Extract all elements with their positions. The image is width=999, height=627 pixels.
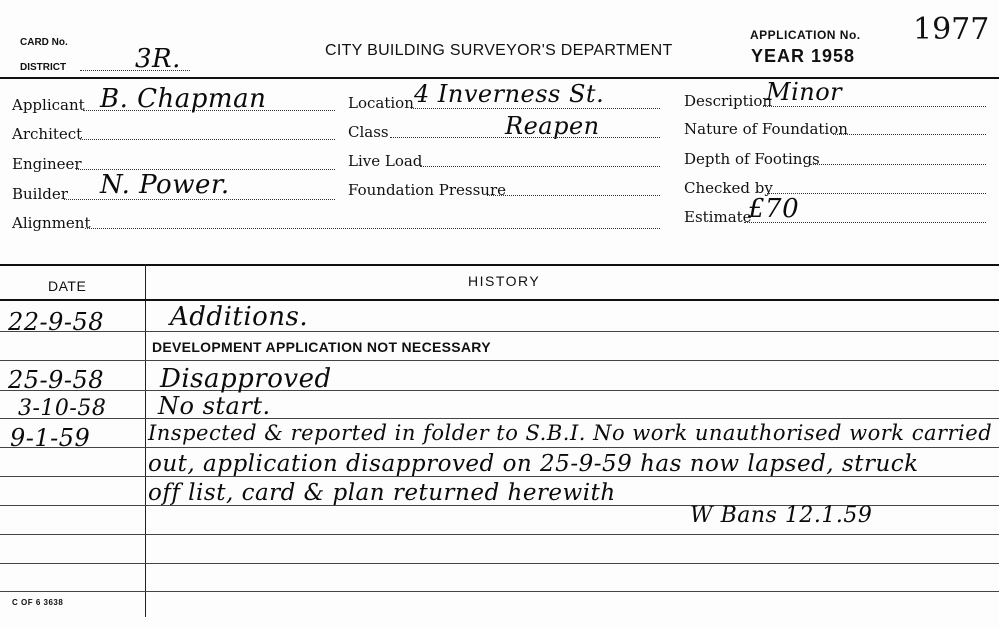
checked-by-line <box>767 193 986 194</box>
checked-by-label: Checked by <box>684 179 773 197</box>
nature-of-foundation-line <box>833 134 986 135</box>
history-top-divider <box>0 264 999 266</box>
ruled-line <box>0 418 999 419</box>
ruled-line <box>0 390 999 391</box>
estimate-label: Estimate <box>684 208 752 226</box>
description-line <box>763 106 986 107</box>
history-row-date: 9-1-59 <box>10 424 91 452</box>
application-no-label: APPLICATION No. <box>750 28 861 42</box>
district-value: 3R. <box>135 44 181 74</box>
history-row-date: 25-9-58 <box>8 366 105 394</box>
date-column-divider <box>145 264 146 617</box>
alignment-label: Alignment <box>12 214 91 232</box>
form-code: C OF 6 3638 <box>12 598 64 607</box>
ruled-line <box>0 331 999 332</box>
department-title: CITY BUILDING SURVEYOR'S DEPARTMENT <box>325 42 673 59</box>
depth-of-footings-line <box>810 164 986 165</box>
ruled-line <box>0 563 999 564</box>
history-row-date: 22-9-58 <box>8 308 105 336</box>
location-line <box>411 108 660 109</box>
description-value: Minor <box>766 78 843 106</box>
description-label: Description <box>684 92 773 110</box>
builder-label: Builder <box>12 185 68 203</box>
history-row-text: Disapproved <box>160 364 332 394</box>
card-no-label: CARD No. <box>20 37 68 48</box>
history-row-text: Inspected & reported in folder to S.B.I. No work unauthorised work carried <box>148 421 993 445</box>
builder-value: N. Power. <box>100 170 230 200</box>
year-label: YEAR 1958 <box>751 46 856 66</box>
ruled-line <box>0 534 999 535</box>
date-header: DATE <box>48 278 87 294</box>
history-row-date: 3-10-58 <box>18 396 107 421</box>
history-row-text: out, application disapproved on 25-9-59 has now lapsed, struck <box>148 451 919 477</box>
live-load-label: Live Load <box>348 152 423 170</box>
estimate-value: £70 <box>748 194 800 224</box>
applicant-label: Applicant <box>12 96 85 114</box>
application-number: 1977 <box>913 12 990 47</box>
history-row-text: Additions. <box>170 302 309 332</box>
foundation-pressure-line <box>487 195 660 196</box>
nature-of-foundation-label: Nature of Foundation <box>684 120 848 138</box>
ruled-line <box>0 360 999 361</box>
live-load-line <box>420 166 660 167</box>
history-header-divider <box>0 299 999 301</box>
depth-of-footings-label: Depth of Footings <box>684 150 820 168</box>
history-row-text: No start. <box>158 392 271 420</box>
ruled-line <box>0 591 999 592</box>
district-label: DISTRICT <box>20 62 67 73</box>
applicant-value: B. Chapman <box>100 84 267 114</box>
alignment-line <box>85 228 660 229</box>
history-signature: W Bans 12.1.59 <box>690 503 873 528</box>
header-divider <box>0 77 999 79</box>
class-label: Class <box>348 123 389 141</box>
engineer-label: Engineer <box>12 155 82 173</box>
location-label: Location <box>348 94 414 112</box>
history-row-stamp: DEVELOPMENT APPLICATION NOT NECESSARY <box>152 339 491 355</box>
history-header: HISTORY <box>468 273 541 289</box>
location-value: 4 Inverness St. <box>414 80 605 108</box>
architect-label: Architect <box>12 125 83 143</box>
architect-line <box>80 139 335 140</box>
foundation-pressure-label: Foundation Pressure <box>348 181 507 199</box>
class-value: Reapen <box>505 112 600 140</box>
history-row-text: off list, card & plan returned herewith <box>148 480 616 506</box>
ruled-line <box>0 447 999 448</box>
